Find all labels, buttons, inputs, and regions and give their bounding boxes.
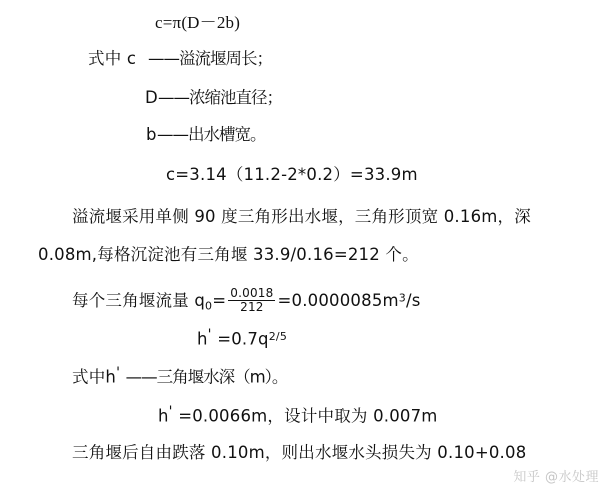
formula-h-result-value: =0.0066m，设计中取为 0.007m — [178, 406, 438, 426]
paragraph-head-loss: 三角堰后自由跌落 0.10m，则出水堰水头损失为 0.10+0.08 — [72, 443, 527, 462]
formula-perimeter-result: c=3.14（11.2-2*0.2）=33.9m — [166, 165, 418, 184]
legend-label-b: b — [146, 125, 157, 144]
legend-label-d: D — [145, 88, 158, 107]
legend-desc-c: ——溢流堰周长； — [148, 49, 272, 68]
legend-desc-d: ——浓缩池直径； — [158, 88, 282, 107]
formula-weir-depth — [197, 328, 287, 349]
formula-flow-value: =0.0000085m — [277, 291, 399, 311]
formula-h-result-label: h — [158, 406, 169, 426]
formula-flow-label: 每个三角堰流量 q — [72, 291, 206, 311]
paragraph-weir-line-1: 溢流堰采用单侧 90 度三角形出水堰，三角形顶宽 0.16m，深 — [72, 207, 531, 226]
fraction-flow — [228, 287, 275, 313]
formula-perimeter: c=π(D－2b) — [155, 13, 241, 32]
formula-h-expression: =0.7q — [217, 329, 269, 349]
legend-desc-h: ——三角堰水深（m）。 — [125, 367, 288, 387]
legend-desc-b: ——出水槽宽。 — [157, 125, 266, 144]
formula-flow-unit: /s — [406, 291, 421, 311]
legend-label-h: 式中h — [72, 367, 117, 387]
exponent-two-fifths: 2/5 — [268, 330, 288, 344]
paragraph-weir-line-2: 0.08m,每格沉淀池有三角堰 33.9/0.16=212 个。 — [38, 245, 419, 264]
subscript-zero: 0 — [205, 299, 213, 313]
prime-symbol-result: ' — [168, 404, 173, 420]
fraction-denominator: 212 — [228, 300, 275, 314]
legend-h-row — [72, 366, 287, 387]
prime-symbol-legend: ' — [116, 365, 121, 381]
legend-label-c: 式中 c — [88, 49, 137, 68]
superscript-three: 3 — [398, 291, 406, 305]
formula-weir-depth-result — [158, 405, 438, 426]
watermark: 知乎 @水处理 — [513, 470, 599, 485]
formula-h-label: h — [197, 329, 208, 349]
formula-flow-per-weir: 每个三角堰流量 $q_0=$ $\frac{0.0018}{212}$ $=0.0000085m^3/s$ — [72, 286, 421, 314]
prime-symbol: ' — [207, 327, 212, 343]
fraction-numerator: 0.0018 — [230, 286, 274, 300]
